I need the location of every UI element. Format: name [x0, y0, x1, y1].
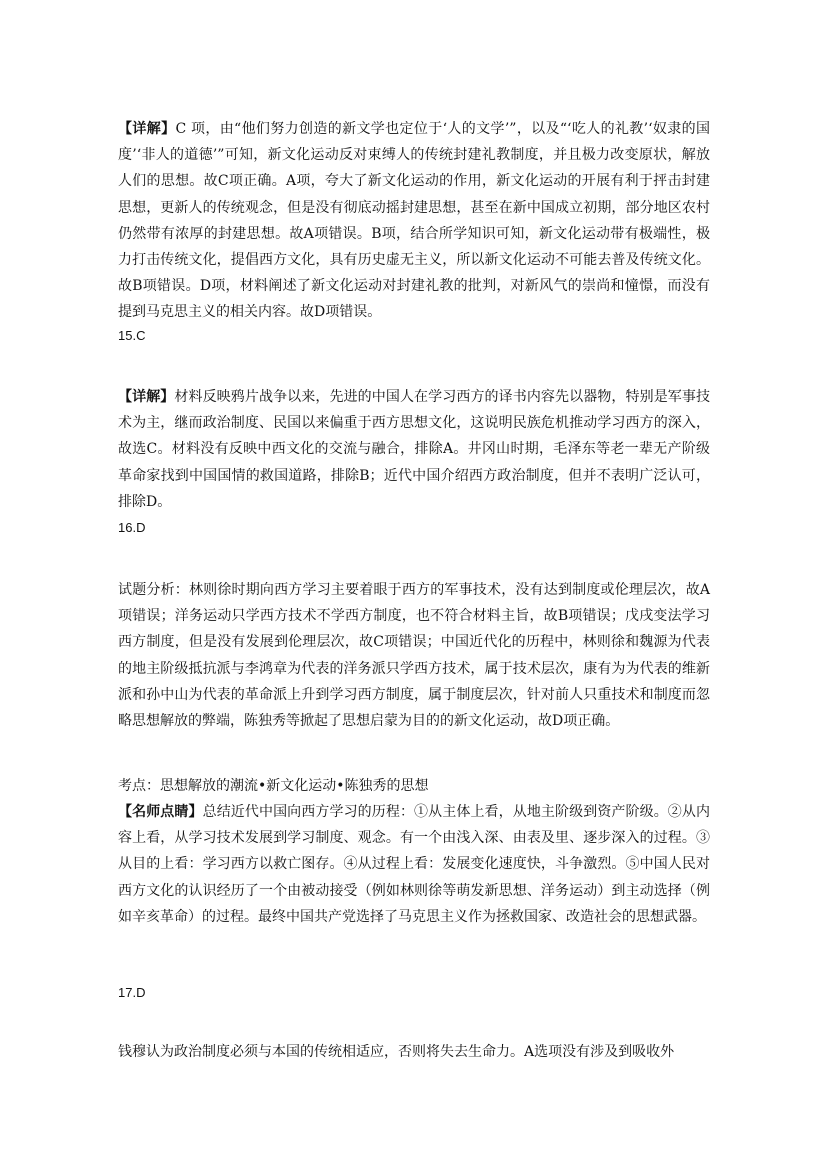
answer-16-topic	[118, 773, 710, 799]
explanation-text: C 项，由“他们努力创造的新文学也定位于‘人的文学’”，以及“‘吃人的礼教’‘奴隶的国度’‘非人的道德’”可知，新文化运动反对束缚人的传统封建礼教制度，并且极力改变原状，解放人们的思想。故C项正确。A项，夸大了新文化运动的作用，新文化运动的开展有利于抨击封建思想，更新人的传统观念，但是没有彻底动摇封建思想，甚至在新中国成立初期，部分地区农村仍然带有浓厚的封建思想。故A项错误。B项，结合所学知识可知，新文化运动带有极端性，极力打击传统文化，提倡西方文化，具有历史虚无主义，所以新文化运动不可能去普及传统文化。故B项错误。D项，材料阐述了新文化运动对封建礼教的批判，对新风气的崇尚和憧憬，而没有提到马克思主义的相关内容。故D项错误。	[118, 121, 711, 321]
explanation-text: 钱穆认为政治制度必须与本国的传统相适应，否则将失去生命力。A选项没有涉及到吸收外	[118, 1044, 675, 1060]
analysis-text: 试题分析：林则徐时期向西方学习主要着眼于西方的军事技术，没有达到制度或伦理层次，故A项错误；洋务运动只学西方技术不学西方制度，也不符合材料主旨，故B项错误；戊戌变法学习西方制度，但是没有发展到伦理层次，故C项错误；中国近代化的历程中，林则徐和魏源为代表的地主阶级抵抗派与李鸿章为代表的洋务派只学西方技术，属于技术层次，康有为为代表的维新派和孙中山为代表的革命派上升到学习西方制度，属于制度层次，针对前人只重技术和制度而忽略思想解放的弊端，陈独秀等掀起了思想启蒙为目的的新文化运动，故D项正确。	[118, 582, 710, 730]
answer-16-analysis	[118, 577, 710, 734]
answer-16-teacher-note	[118, 799, 710, 930]
explanation-text: 材料反映鸦片战争以来，先进的中国人在学习西方的译书内容先以器物，特别是军事技术为主，继而政治制度、民国以来偏重于西方思想文化，这说明民族危机推动学习西方的深入，故选C。材料没有反映中西文化的交流与融合，排除A。井冈山时期，毛泽东等老一辈无产阶级革命家找到中国国情的救国道路，排除B；近代中国介绍西方政治制度，但并不表明广泛认可，排除D。	[118, 389, 710, 510]
answer-15-explanation	[118, 384, 710, 515]
question-number-15: 15.C	[118, 328, 146, 343]
detail-tag: 【详解】	[118, 121, 176, 137]
answer-14-explanation	[118, 116, 710, 326]
topic-text: 考点：思想解放的潮流•新文化运动•陈独秀的思想	[118, 778, 429, 794]
teacher-note-tag: 【名师点睛】	[118, 804, 203, 820]
teacher-note-text: 总结近代中国向西方学习的历程：①从主体上看，从地主阶级到资产阶级。②从内容上看，从学习技术发展到学习制度、观念。有一个由浅入深、由表及里、逐步深入的过程。③从目的上看：学习西方以救亡图存。④从过程上看：发展变化速度快，斗争激烈。⑤中国人民对西方文化的认识经历了一个由被动接受（例如林则徐等萌发新思想、洋务运动）到主动选择（例如辛亥革命）的过程。最终中国共产党选择了马克思主义作为拯救国家、改造社会的思想武器。	[118, 804, 711, 925]
question-number-17: 17.D	[118, 985, 146, 1000]
question-number-16: 16.D	[118, 520, 146, 535]
detail-tag: 【详解】	[118, 389, 175, 405]
answer-17-explanation	[118, 1039, 710, 1065]
